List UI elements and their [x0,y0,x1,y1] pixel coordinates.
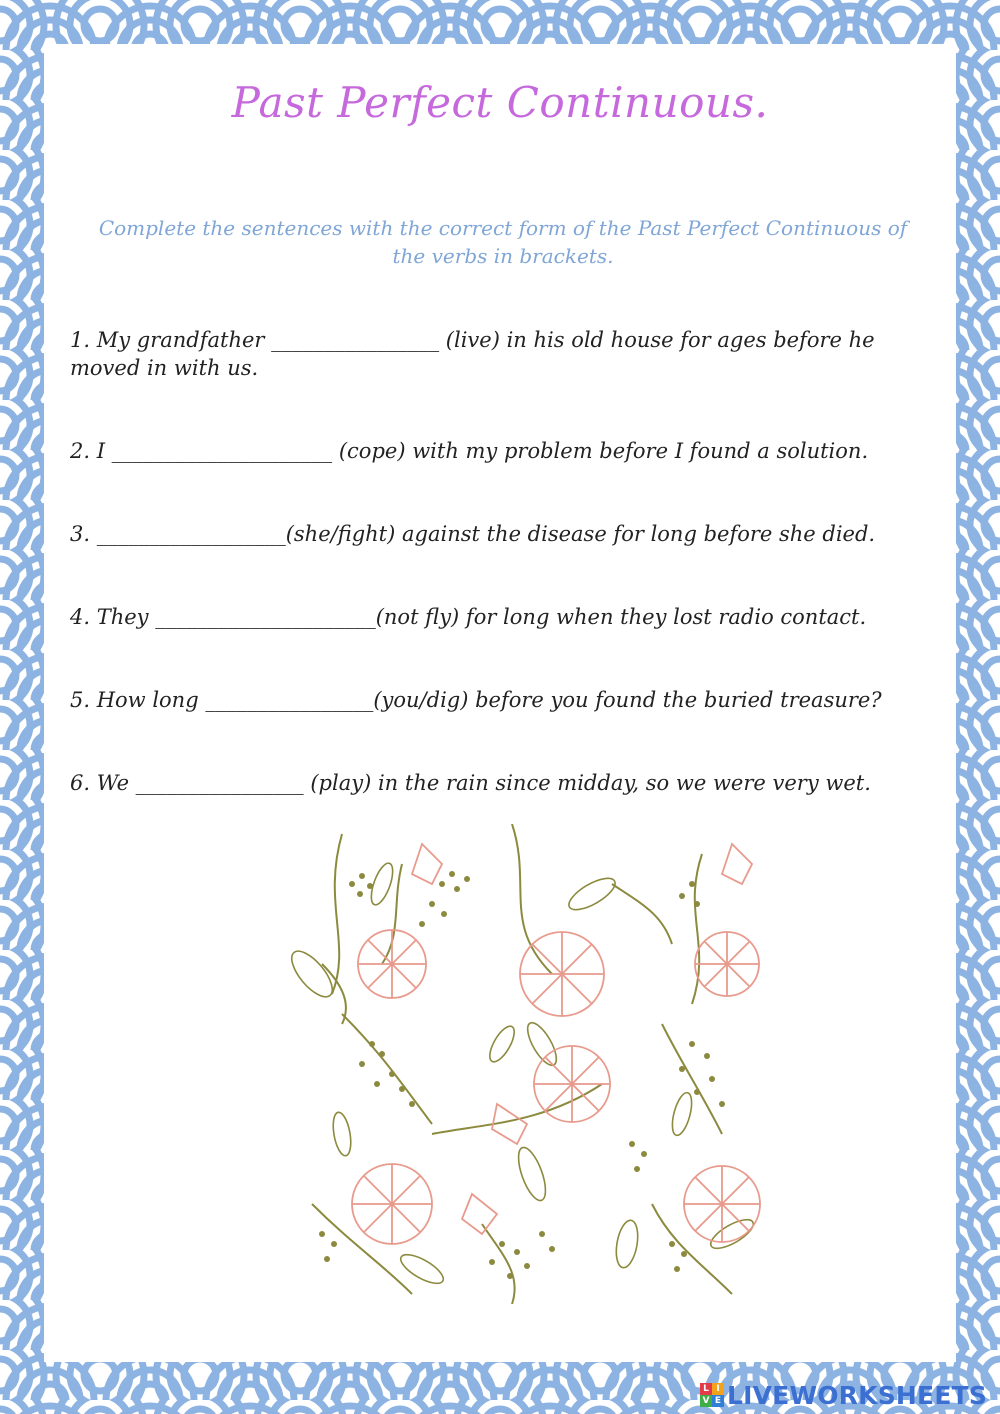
question-1: 1. My grandfather ________________ (live) in his old house for ages before he moved in with us. [70,328,875,380]
worksheet-instructions: Complete the sentences with the correct form of the Past Perfect Continuous of the verbs in brackets. [98,216,908,268]
worksheet-title: Past Perfect Continuous. [231,78,769,127]
logo-mark-letter-l: L [700,1383,712,1395]
logo-mark-letter-e: E [712,1395,724,1407]
worksheet-page [44,44,956,1362]
question-5: 5. How long ________________(you/dig) before you found the buried treasure? [70,688,882,712]
floral-illustration [282,824,762,1304]
question-4: 4. They _____________________(not fly) for long when they lost radio contact. [70,605,867,629]
liveworksheets-logo[interactable] [700,1381,987,1409]
liveworksheets-logo-mark [700,1383,724,1407]
question-3: 3. __________________(she/fight) against the disease for long before she died. [70,522,876,546]
question-2: 2. I _____________________ (cope) with my problem before I found a solution. [70,439,869,463]
liveworksheets-logo-text: LIVEWORKSHEETS [727,1380,988,1410]
logo-mark-letter-i: I [712,1383,724,1395]
question-6: 6. We ________________ (play) in the rain since midday, so we were very wet. [70,771,871,795]
logo-mark-letter-v: V [700,1395,712,1407]
